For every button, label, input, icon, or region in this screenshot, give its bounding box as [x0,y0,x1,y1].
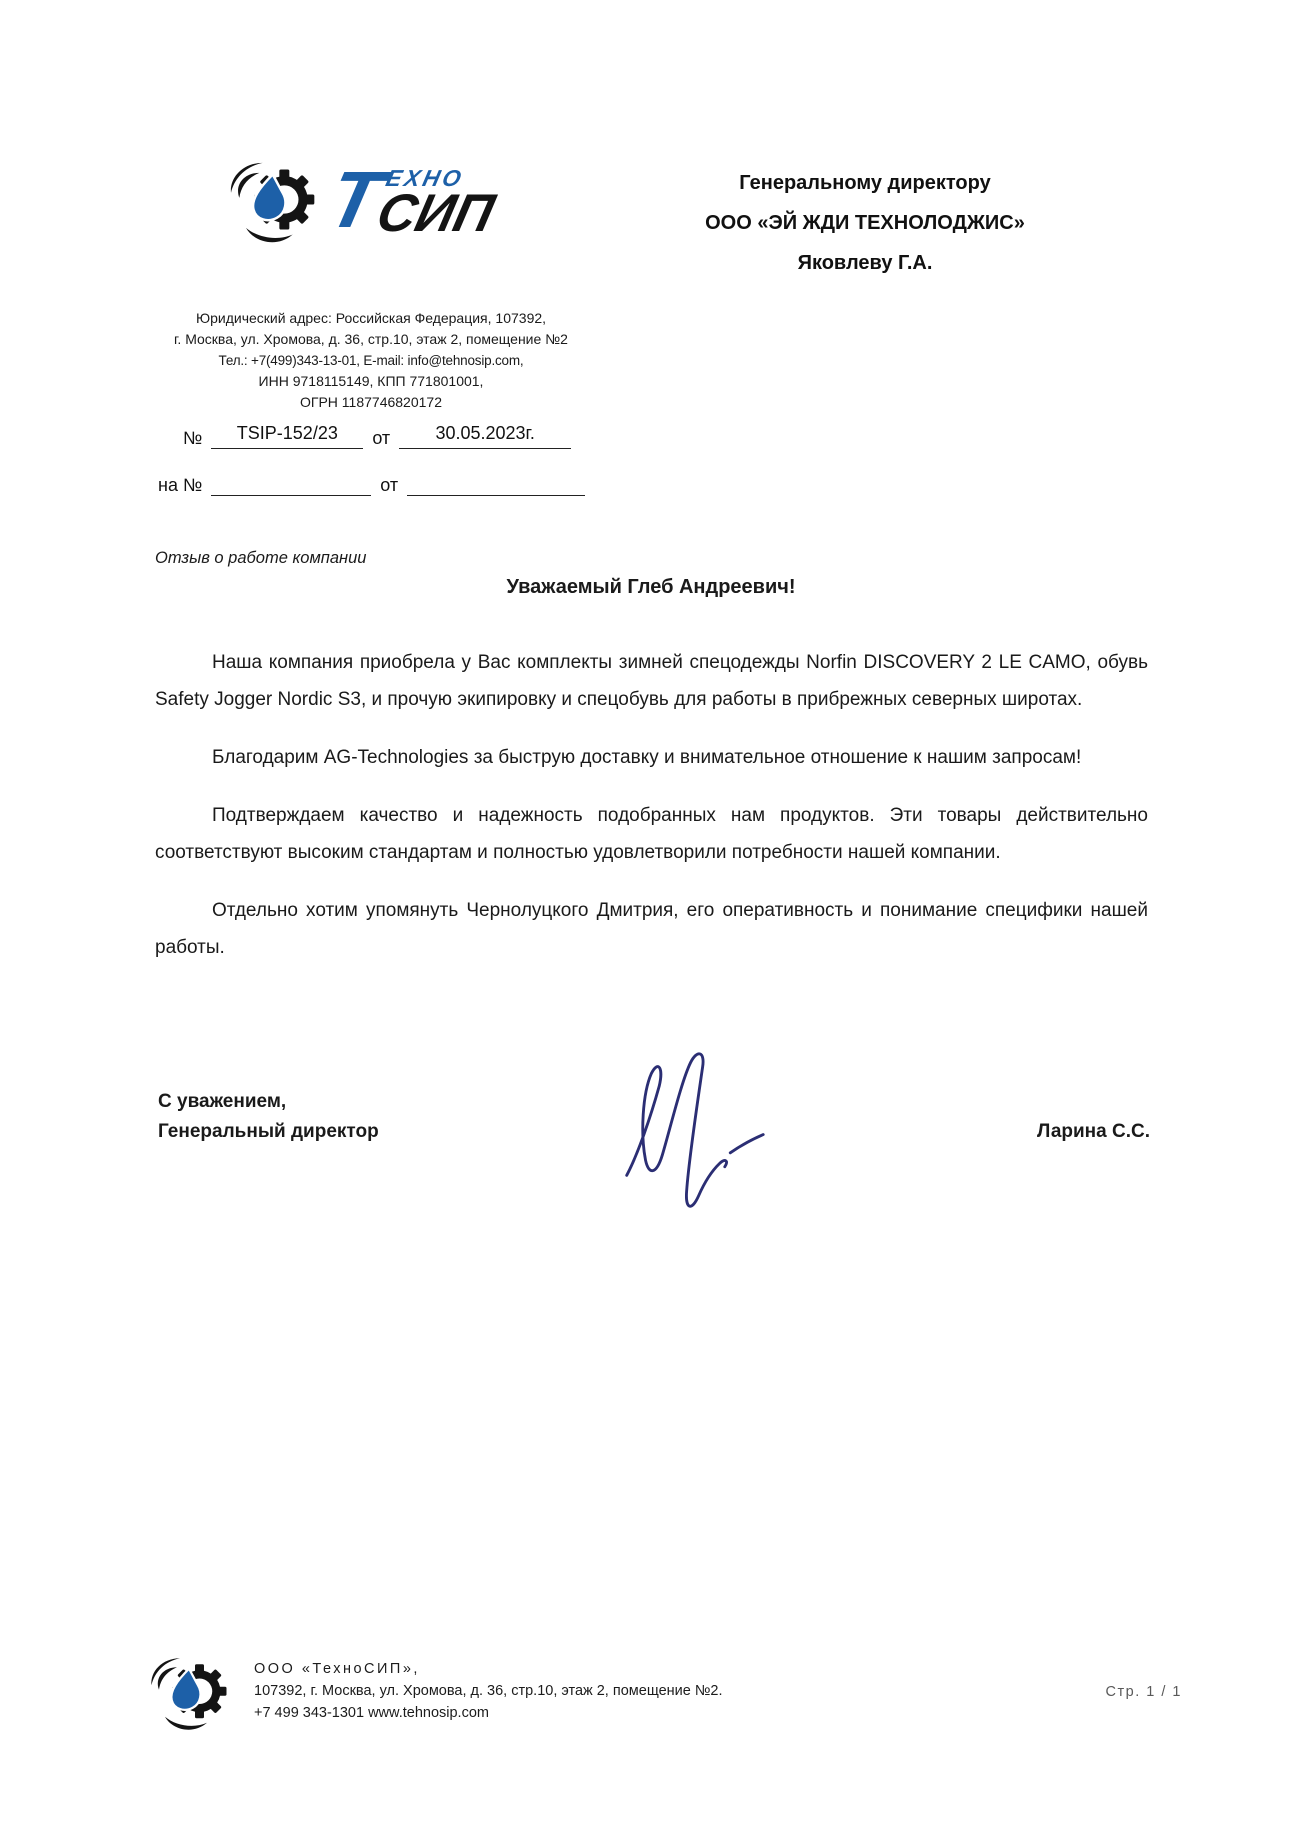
sender-legal-address-line2: г. Москва, ул. Хромова, д. 36, стр.10, этаж 2, помещение №2 [174,331,568,347]
page-number: Стр. 1 / 1 [1105,1684,1182,1700]
sender-legal-address-line1: Юридический адрес: Российская Федерация, 107392, [195,310,547,326]
sender-details-block [150,308,592,413]
signer-name: Ларина С.С. [1037,1121,1150,1142]
reply-number-blank [211,470,371,496]
reply-number-row [158,470,585,496]
footer-phone-site: +7 499 343-1301 www.tehnosip.com [254,1705,489,1721]
logo-superscript: ЕХНО [383,164,467,191]
body-paragraph: Благодарим AG-Technologies за быструю доставку и внимательное отношение к нашим запросам! [212,747,1082,768]
signer-title: Генеральный директор [158,1121,379,1142]
outgoing-number-value: TSIP-152/23 [211,423,363,449]
logo-letter-t: Т [320,154,390,244]
body-paragraph: Подтверждаем качество и надежность подобранных нам продуктов. Эти товары действительно соответствуют высоким стандартам и полностью удовлетворили потребности нашей компании. [155,805,1148,863]
logo-wordmark [320,154,504,244]
salutation: Уважаемый Глеб Андреевич! [506,576,796,598]
sender-phone-email: Тел.: +7(499)343-13-01, E-mail: info@tehnosip.com, [218,353,524,368]
number-label: № [183,428,203,448]
body-paragraph: Наша компания приобрела у Вас комплекты зимней спецодежды Norfin DISCOVERY 2 LE CAMO, обувь Safety Jogger Nordic S3, и прочую экипировку и спецобувь для работы в прибрежных северных широтах. [155,652,1148,710]
body-paragraph: Отдельно хотим упомянуть Чернолуцкого Дмитрия, его оперативность и понимание специфики нашей работы. [155,900,1148,958]
sender-inn-kpp: ИНН 9718115149, КПП 771801001, [258,373,484,389]
recipient-position: Генеральному директору [739,172,991,194]
signature-handwriting-icon [601,1039,788,1227]
footer-logo-icon [147,1652,237,1735]
subject-line: Отзыв о работе компании [155,549,367,567]
footer-company-name: ООО «ТехноСИП», [254,1661,420,1677]
footer-details [254,1658,723,1724]
reply-date-blank [407,470,585,496]
recipient-company: ООО «ЭЙ ЖДИ ТЕХНОЛОДЖИС» [705,212,1025,234]
recipient-block [620,163,1110,283]
outgoing-number-row [183,423,571,449]
logo-word: СИП [371,183,500,243]
letter-body [155,644,1148,987]
footer-address: 107392, г. Москва, ул. Хромова, д. 36, стр.10, этаж 2, помещение №2. [254,1683,723,1699]
from-label: от [372,428,391,448]
gear-drop-logo-icon [226,156,326,248]
company-logo [226,154,500,248]
reply-from-label: от [380,475,399,495]
outgoing-date-value: 30.05.2023г. [399,423,571,449]
recipient-person: Яковлеву Г.А. [797,252,933,274]
sender-ogrn: ОГРН 1187746820172 [300,394,442,410]
closing-phrase: С уважением, [158,1091,287,1112]
reply-number-label: на № [158,475,203,495]
